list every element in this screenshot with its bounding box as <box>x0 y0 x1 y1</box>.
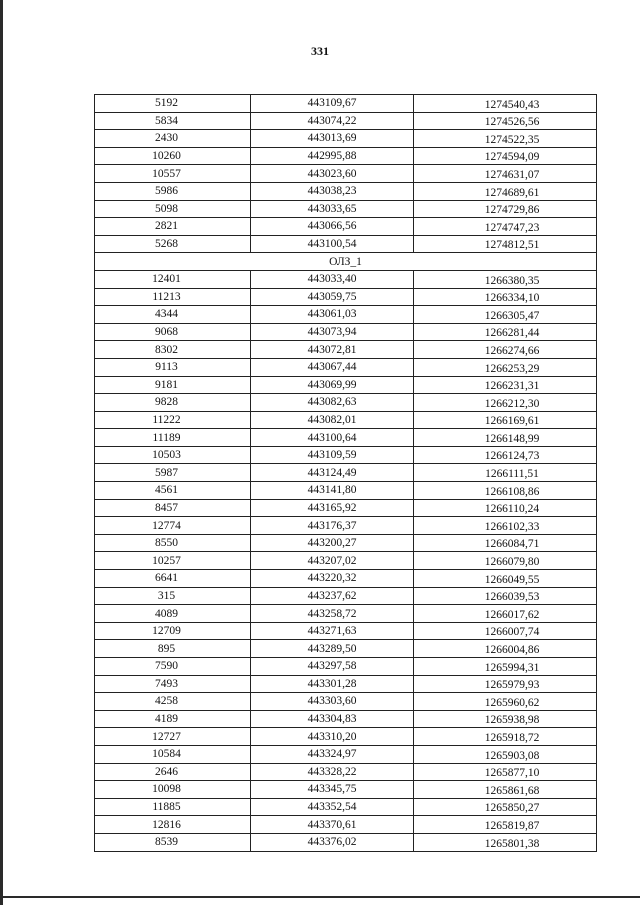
point-number-cell: 5098 <box>95 200 251 218</box>
x-coordinate-cell: 443023,60 <box>251 165 414 183</box>
x-coordinate-cell: 443082,63 <box>251 394 414 412</box>
x-coordinate-cell: 443352,54 <box>251 798 414 816</box>
table-row <box>95 552 597 570</box>
y-coordinate-cell: 1266084,71 <box>414 534 597 552</box>
y-coordinate-cell: 1274594,09 <box>414 147 597 165</box>
table-row <box>95 693 597 711</box>
y-coordinate-cell: 1266281,44 <box>414 323 597 341</box>
point-number-cell: 5834 <box>95 112 251 130</box>
point-number-cell: 9068 <box>95 323 251 341</box>
table-row <box>95 640 597 658</box>
x-coordinate-cell: 443109,67 <box>251 95 414 113</box>
point-number-cell: 12816 <box>95 816 251 834</box>
table-row <box>95 570 597 588</box>
x-coordinate-cell: 443301,28 <box>251 675 414 693</box>
point-number-cell: 8302 <box>95 341 251 359</box>
y-coordinate-cell: 1265861,68 <box>414 781 597 799</box>
table-row <box>95 728 597 746</box>
scan-left-edge <box>0 0 3 905</box>
point-number-cell: 10098 <box>95 781 251 799</box>
x-coordinate-cell: 443303,60 <box>251 693 414 711</box>
x-coordinate-cell: 443271,63 <box>251 622 414 640</box>
y-coordinate-cell: 1266274,66 <box>414 341 597 359</box>
x-coordinate-cell: 442995,88 <box>251 147 414 165</box>
y-coordinate-cell: 1266305,47 <box>414 306 597 324</box>
y-coordinate-cell: 1266079,80 <box>414 552 597 570</box>
point-number-cell: 4561 <box>95 482 251 500</box>
y-coordinate-cell: 1266169,61 <box>414 411 597 429</box>
x-coordinate-cell: 443073,94 <box>251 323 414 341</box>
x-coordinate-cell: 443072,81 <box>251 341 414 359</box>
y-coordinate-cell: 1265850,27 <box>414 798 597 816</box>
table-row <box>95 675 597 693</box>
point-number-cell: 4189 <box>95 710 251 728</box>
point-number-cell: 9181 <box>95 376 251 394</box>
table-row <box>95 218 597 236</box>
y-coordinate-cell: 1265994,31 <box>414 658 597 676</box>
x-coordinate-cell: 443220,32 <box>251 570 414 588</box>
point-number-cell: 9113 <box>95 358 251 376</box>
coordinates-table <box>94 94 597 852</box>
x-coordinate-cell: 443141,80 <box>251 482 414 500</box>
point-number-cell: 12727 <box>95 728 251 746</box>
x-coordinate-cell: 443297,58 <box>251 658 414 676</box>
table-row <box>95 95 597 113</box>
table-row <box>95 833 597 851</box>
table-row <box>95 464 597 482</box>
y-coordinate-cell: 1265960,62 <box>414 693 597 711</box>
y-coordinate-cell: 1274747,23 <box>414 218 597 236</box>
x-coordinate-cell: 443013,69 <box>251 130 414 148</box>
x-coordinate-cell: 443345,75 <box>251 781 414 799</box>
y-coordinate-cell: 1266004,86 <box>414 640 597 658</box>
x-coordinate-cell: 443370,61 <box>251 816 414 834</box>
y-coordinate-cell: 1265801,38 <box>414 833 597 851</box>
point-number-cell: 2821 <box>95 218 251 236</box>
x-coordinate-cell: 443069,99 <box>251 376 414 394</box>
table-row <box>95 394 597 412</box>
table-row <box>95 270 597 288</box>
scan-bottom-edge <box>0 896 640 898</box>
point-number-cell: 10584 <box>95 745 251 763</box>
point-number-cell: 10557 <box>95 165 251 183</box>
point-number-cell: 6641 <box>95 570 251 588</box>
x-coordinate-cell: 443059,75 <box>251 288 414 306</box>
table-body-bottom <box>95 270 597 851</box>
x-coordinate-cell: 443289,50 <box>251 640 414 658</box>
y-coordinate-cell: 1265979,93 <box>414 675 597 693</box>
table-row <box>95 182 597 200</box>
point-number-cell: 11885 <box>95 798 251 816</box>
section-title: ОЛЗ_1 <box>95 253 597 271</box>
x-coordinate-cell: 443061,03 <box>251 306 414 324</box>
y-coordinate-cell: 1266102,33 <box>414 517 597 535</box>
table-row <box>95 147 597 165</box>
point-number-cell: 8539 <box>95 833 251 851</box>
y-coordinate-cell: 1266108,86 <box>414 482 597 500</box>
point-number-cell: 4344 <box>95 306 251 324</box>
table-row <box>95 816 597 834</box>
x-coordinate-cell: 443066,56 <box>251 218 414 236</box>
table-row <box>95 235 597 253</box>
x-coordinate-cell: 443033,40 <box>251 270 414 288</box>
y-coordinate-cell: 1266212,30 <box>414 394 597 412</box>
y-coordinate-cell: 1266380,35 <box>414 270 597 288</box>
x-coordinate-cell: 443100,54 <box>251 235 414 253</box>
point-number-cell: 7590 <box>95 658 251 676</box>
table-row <box>95 534 597 552</box>
x-coordinate-cell: 443074,22 <box>251 112 414 130</box>
point-number-cell: 10257 <box>95 552 251 570</box>
table-row <box>95 429 597 447</box>
point-number-cell: 11189 <box>95 429 251 447</box>
page-number: 331 <box>311 44 329 58</box>
table-row <box>95 781 597 799</box>
table-body-top <box>95 95 597 253</box>
y-coordinate-cell: 1266039,53 <box>414 587 597 605</box>
y-coordinate-cell: 1274522,35 <box>414 130 597 148</box>
point-number-cell: 8550 <box>95 534 251 552</box>
x-coordinate-cell: 443082,01 <box>251 411 414 429</box>
x-coordinate-cell: 443376,02 <box>251 833 414 851</box>
point-number-cell: 7493 <box>95 675 251 693</box>
table-row <box>95 710 597 728</box>
x-coordinate-cell: 443109,59 <box>251 446 414 464</box>
x-coordinate-cell: 443124,49 <box>251 464 414 482</box>
table-row <box>95 482 597 500</box>
point-number-cell: 5268 <box>95 235 251 253</box>
y-coordinate-cell: 1265918,72 <box>414 728 597 746</box>
table-row <box>95 358 597 376</box>
y-coordinate-cell: 1265819,87 <box>414 816 597 834</box>
y-coordinate-cell: 1266231,31 <box>414 376 597 394</box>
x-coordinate-cell: 443033,65 <box>251 200 414 218</box>
table-row <box>95 658 597 676</box>
table-row <box>95 130 597 148</box>
y-coordinate-cell: 1274812,51 <box>414 235 597 253</box>
y-coordinate-cell: 1274689,61 <box>414 182 597 200</box>
table-row <box>95 517 597 535</box>
y-coordinate-cell: 1274729,86 <box>414 200 597 218</box>
table-row <box>95 622 597 640</box>
point-number-cell: 11213 <box>95 288 251 306</box>
table-row <box>95 323 597 341</box>
table-row <box>95 587 597 605</box>
y-coordinate-cell: 1265877,10 <box>414 763 597 781</box>
table-row <box>95 798 597 816</box>
y-coordinate-cell: 1265903,08 <box>414 745 597 763</box>
section-row <box>95 253 597 271</box>
table-row <box>95 763 597 781</box>
point-number-cell: 5987 <box>95 464 251 482</box>
x-coordinate-cell: 443200,27 <box>251 534 414 552</box>
x-coordinate-cell: 443310,20 <box>251 728 414 746</box>
point-number-cell: 10260 <box>95 147 251 165</box>
point-number-cell: 315 <box>95 587 251 605</box>
y-coordinate-cell: 1266148,99 <box>414 429 597 447</box>
y-coordinate-cell: 1274526,56 <box>414 112 597 130</box>
table-row <box>95 112 597 130</box>
y-coordinate-cell: 1274631,07 <box>414 165 597 183</box>
y-coordinate-cell: 1266334,10 <box>414 288 597 306</box>
y-coordinate-cell: 1266007,74 <box>414 622 597 640</box>
table-row <box>95 200 597 218</box>
point-number-cell: 9828 <box>95 394 251 412</box>
table-row <box>95 306 597 324</box>
point-number-cell: 11222 <box>95 411 251 429</box>
point-number-cell: 2430 <box>95 130 251 148</box>
x-coordinate-cell: 443258,72 <box>251 605 414 623</box>
x-coordinate-cell: 443328,22 <box>251 763 414 781</box>
y-coordinate-cell: 1274540,43 <box>414 95 597 113</box>
point-number-cell: 12774 <box>95 517 251 535</box>
table-section <box>95 253 597 271</box>
x-coordinate-cell: 443100,64 <box>251 429 414 447</box>
point-number-cell: 4258 <box>95 693 251 711</box>
table-row <box>95 605 597 623</box>
table-row <box>95 499 597 517</box>
point-number-cell: 12709 <box>95 622 251 640</box>
x-coordinate-cell: 443324,97 <box>251 745 414 763</box>
x-coordinate-cell: 443067,44 <box>251 358 414 376</box>
point-number-cell: 895 <box>95 640 251 658</box>
y-coordinate-cell: 1266253,29 <box>414 358 597 376</box>
point-number-cell: 5986 <box>95 182 251 200</box>
point-number-cell: 2646 <box>95 763 251 781</box>
y-coordinate-cell: 1266110,24 <box>414 499 597 517</box>
table-row <box>95 165 597 183</box>
x-coordinate-cell: 443038,23 <box>251 182 414 200</box>
table-row <box>95 745 597 763</box>
x-coordinate-cell: 443207,02 <box>251 552 414 570</box>
table-row <box>95 376 597 394</box>
point-number-cell: 5192 <box>95 95 251 113</box>
point-number-cell: 10503 <box>95 446 251 464</box>
y-coordinate-cell: 1266124,73 <box>414 446 597 464</box>
table-row <box>95 341 597 359</box>
x-coordinate-cell: 443237,62 <box>251 587 414 605</box>
y-coordinate-cell: 1266111,51 <box>414 464 597 482</box>
table-row <box>95 411 597 429</box>
table-row <box>95 288 597 306</box>
point-number-cell: 4089 <box>95 605 251 623</box>
point-number-cell: 8457 <box>95 499 251 517</box>
y-coordinate-cell: 1266049,55 <box>414 570 597 588</box>
x-coordinate-cell: 443304,83 <box>251 710 414 728</box>
x-coordinate-cell: 443165,92 <box>251 499 414 517</box>
y-coordinate-cell: 1265938,98 <box>414 710 597 728</box>
point-number-cell: 12401 <box>95 270 251 288</box>
y-coordinate-cell: 1266017,62 <box>414 605 597 623</box>
table-row <box>95 446 597 464</box>
x-coordinate-cell: 443176,37 <box>251 517 414 535</box>
